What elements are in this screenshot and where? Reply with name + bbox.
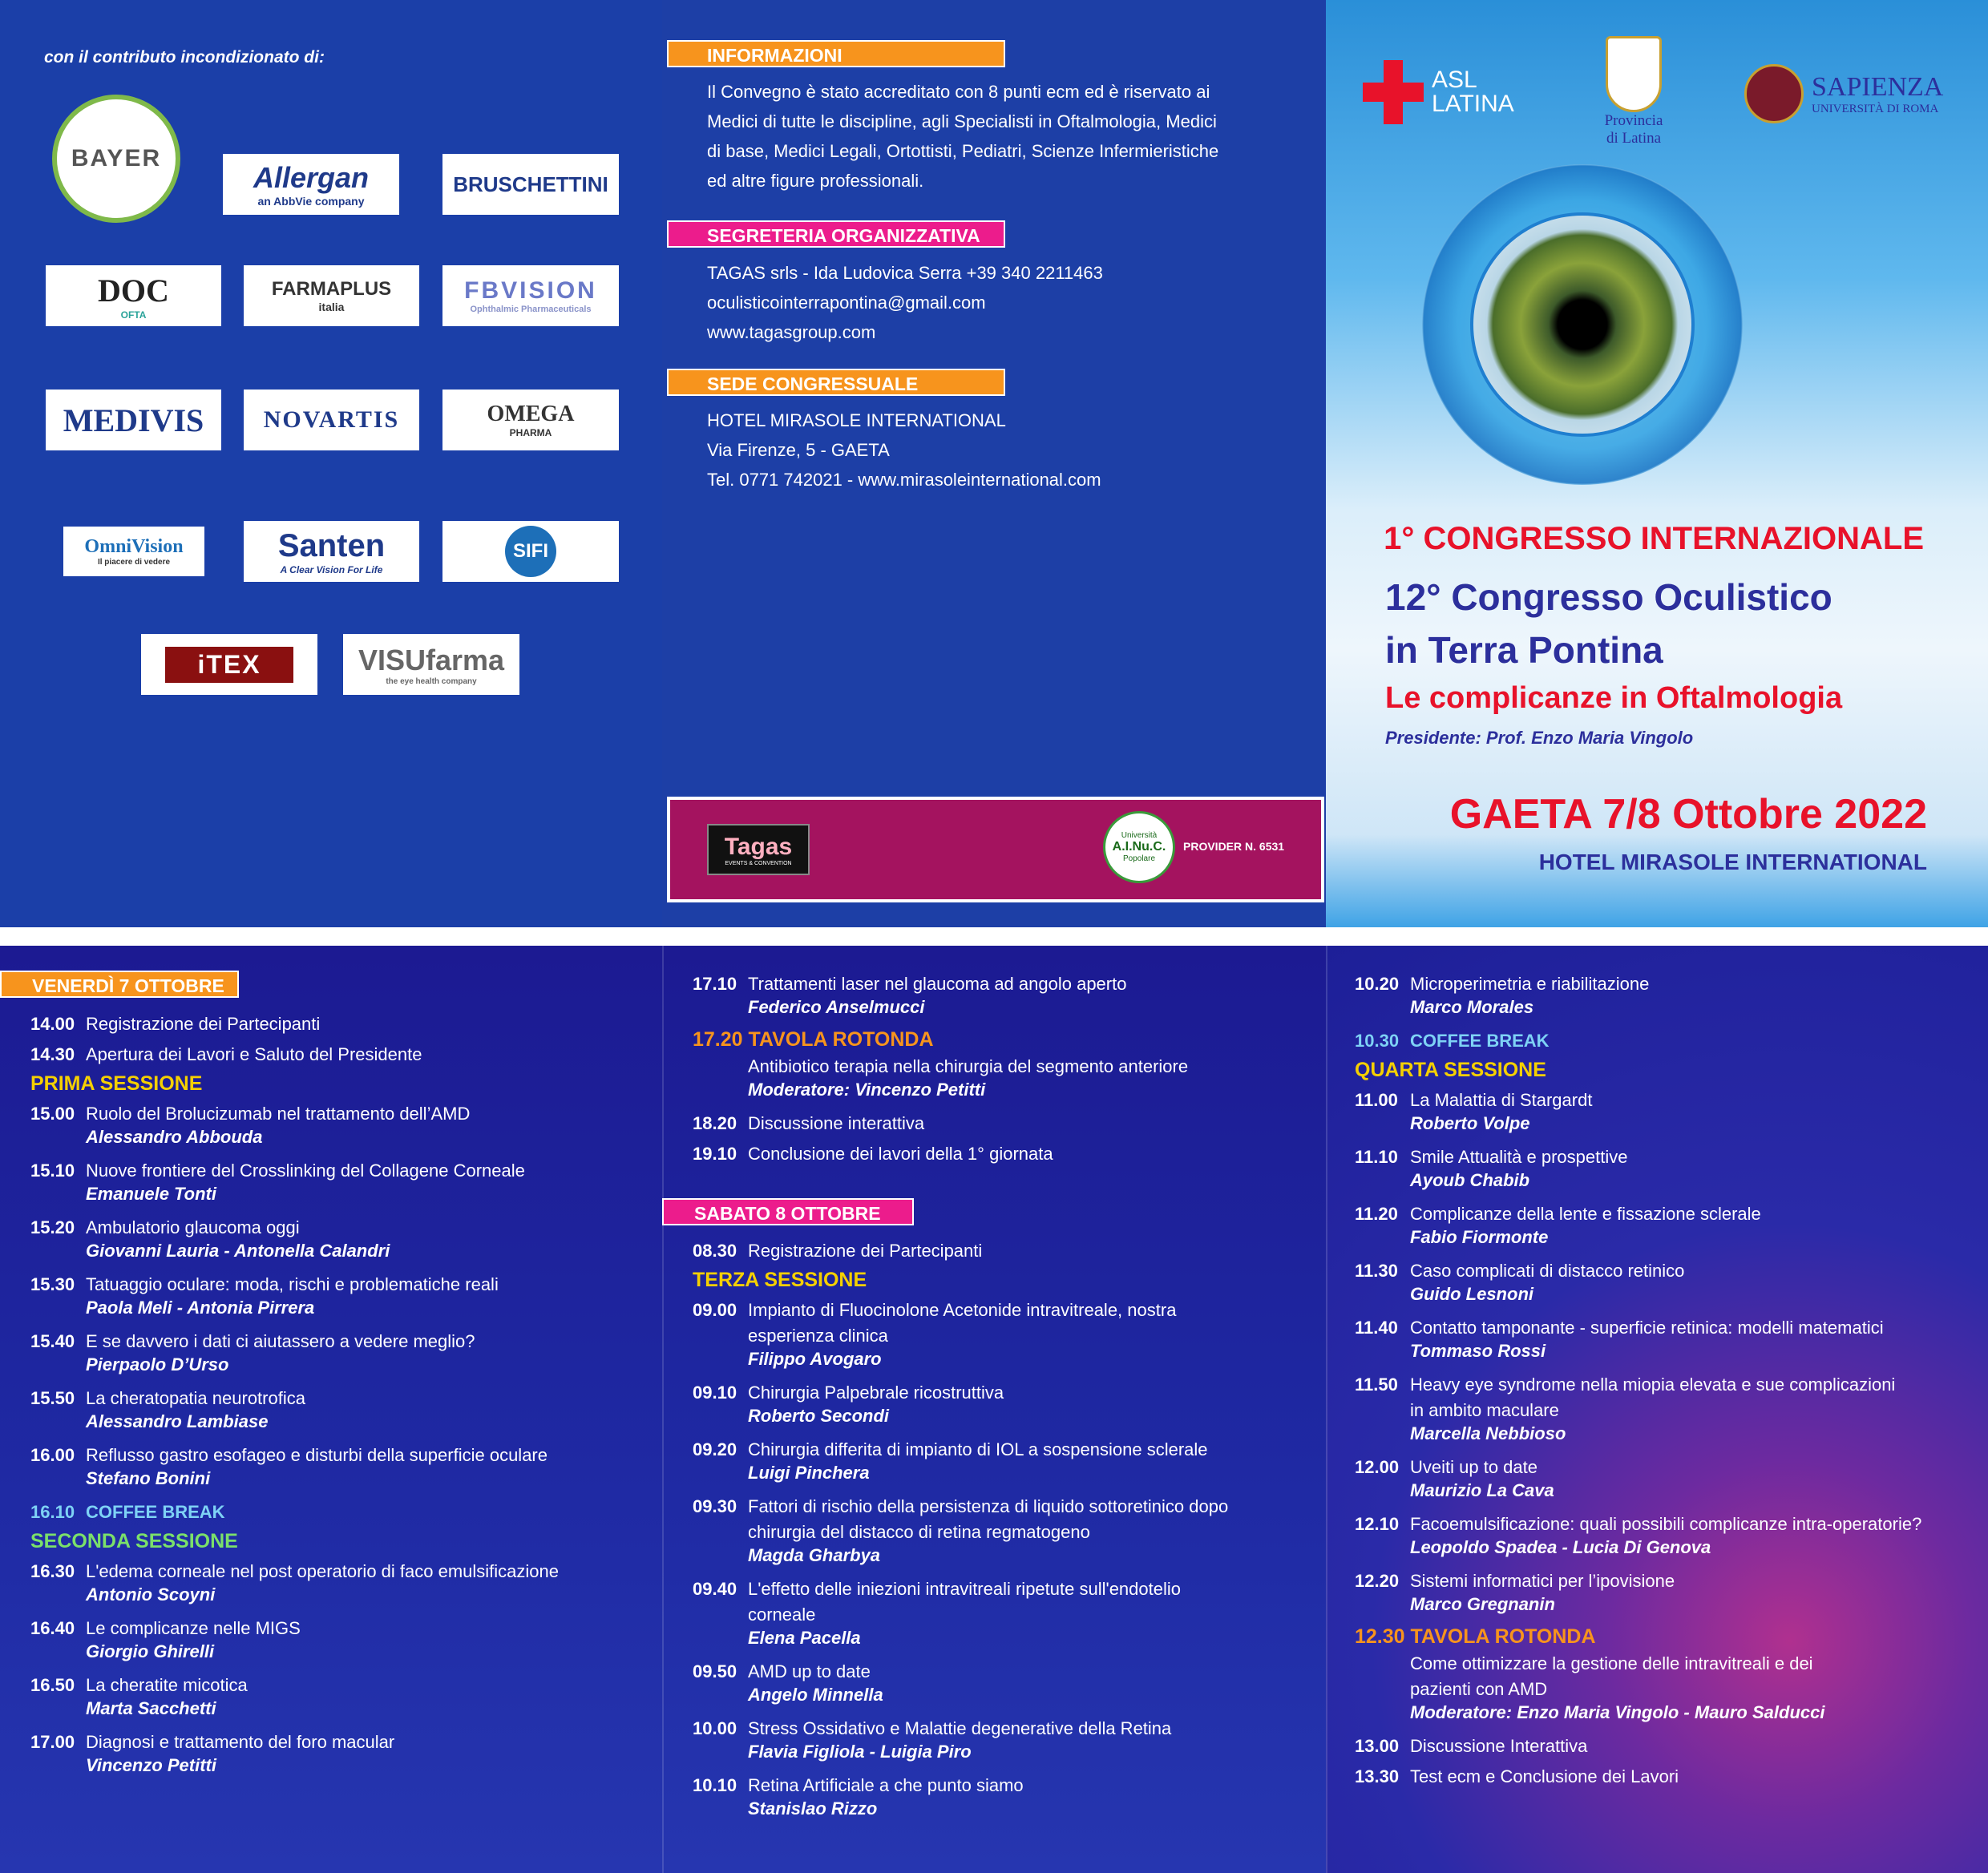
informazioni-text: Il Convegno è stato accreditato con 8 punti ecm ed è riservato ai Medici di tutte le discipline, agli Specialisti in Oftalmologia, Medici di base, Medici Legali, Ortottisti, Pediatri, Scienze Infermieristiche ed altre figure professionali. — [707, 82, 1219, 191]
speaker: Ayoub Chabib — [1410, 1170, 1530, 1190]
talk-title: Trattamenti laser nel glaucoma ad angolo aperto — [748, 974, 1127, 994]
time: 18.20 — [693, 1113, 737, 1133]
talk-title: Le complicanze nelle MIGS — [86, 1618, 301, 1638]
talk-title: La cheratite micotica — [86, 1675, 248, 1695]
speaker: Emanuele Tonti — [86, 1184, 216, 1204]
time: 09.20 — [693, 1439, 737, 1459]
program-item — [30, 1559, 559, 1584]
speaker: Magda Gharbya — [748, 1545, 881, 1565]
time: 16.00 — [30, 1445, 75, 1465]
speaker: Moderatore: Vincenzo Petitti — [748, 1080, 986, 1100]
time: 17.00 — [30, 1732, 75, 1752]
talk-title: Fattori di rischio della persistenza di liquido sottoretinico dopo — [748, 1496, 1229, 1516]
talk-title: Microperimetria e riabilitazione — [1410, 974, 1650, 994]
round-table-heading: 12.30 TAVOLA ROTONDA — [1355, 1625, 1596, 1648]
talk-title: Reflusso gastro esofageo e disturbi della superficie oculare — [86, 1445, 548, 1465]
speaker: Federico Anselmucci — [748, 997, 925, 1017]
speaker: Roberto Secondi — [748, 1406, 890, 1426]
round-table-heading: 17.20 TAVOLA ROTONDA — [693, 1028, 934, 1051]
program-item — [1355, 1568, 1675, 1594]
omega-pharma-logo: OMEGA PHARMA — [442, 390, 619, 450]
program-item — [693, 1111, 924, 1136]
time: 12.20 — [1355, 1571, 1400, 1591]
speaker: Alessandro Abbouda — [86, 1127, 263, 1147]
talk-title: Smile Attualità e prospettive — [1410, 1147, 1628, 1167]
time: 15.40 — [30, 1331, 75, 1351]
time: 13.30 — [1355, 1766, 1400, 1786]
speaker: Roberto Volpe — [1410, 1113, 1530, 1133]
speaker: Moderatore: Enzo Maria Vingolo - Mauro Salducci — [1410, 1702, 1825, 1722]
congress-title-main: 12° Congresso Oculistico in Terra Pontina — [1385, 576, 1832, 671]
program-item — [1355, 1764, 1679, 1790]
panel-divider — [662, 946, 664, 1873]
talk-title-continued: corneale — [748, 1605, 816, 1625]
speaker: Flavia Figliola - Luigia Piro — [748, 1742, 972, 1762]
coffee-break-row — [30, 1500, 225, 1525]
speaker: Stanislao Rizzo — [748, 1798, 878, 1819]
program-item — [30, 1101, 470, 1127]
time: 11.20 — [1355, 1204, 1398, 1224]
fbvision-logo: FBVISION Ophthalmic Pharmaceuticals — [442, 265, 619, 326]
bayer-logo: BAYER — [52, 95, 180, 223]
program-item — [693, 1238, 982, 1264]
time: 16.30 — [30, 1561, 75, 1581]
program-item — [1355, 1315, 1884, 1341]
program-item — [693, 1298, 1176, 1323]
time: 15.20 — [30, 1217, 75, 1237]
event-venue: HOTEL MIRASOLE INTERNATIONAL — [1538, 850, 1927, 874]
program-item — [30, 1215, 300, 1241]
sifi-logo: SIFI — [442, 521, 619, 582]
day2-label: SABATO 8 OTTOBRE — [662, 1198, 914, 1225]
time: 12.00 — [1355, 1457, 1400, 1477]
ainuc-logo: Università A.I.Nu.C. Popolare — [1103, 811, 1175, 883]
time: 16.40 — [30, 1618, 75, 1638]
talk-title: Sistemi informatici per l’ipovisione — [1410, 1571, 1675, 1591]
visufarma-logo: VISUfarma the eye health company — [343, 634, 519, 695]
talk-title-continued: pazienti con AMD — [1410, 1679, 1548, 1699]
itex-logo: iTEX — [141, 634, 317, 695]
program-item — [693, 1380, 1004, 1406]
speaker: Filippo Avogaro — [748, 1349, 882, 1369]
coffee-break-label: COFFEE BREAK — [1410, 1031, 1550, 1051]
speaker: Maurizio La Cava — [1410, 1480, 1554, 1500]
speaker: Angelo Minnella — [748, 1685, 883, 1705]
talk-title: Chirurgia differita di impianto di IOL a sospensione sclerale — [748, 1439, 1208, 1459]
speaker: Leopoldo Spadea - Lucia Di Genova — [1410, 1537, 1711, 1557]
red-cross-icon — [1363, 60, 1424, 124]
time: 14.30 — [30, 1044, 75, 1064]
program-item — [693, 1576, 1181, 1602]
speaker: Fabio Fiormonte — [1410, 1227, 1549, 1247]
sapienza-logo: SAPIENZA UNIVERSITÀ DI ROMA — [1744, 64, 1943, 123]
program-item — [693, 1659, 871, 1685]
speaker: Marcella Nebbioso — [1410, 1423, 1566, 1443]
program-item — [693, 1494, 1228, 1520]
time: 09.40 — [693, 1579, 737, 1599]
talk-title: Ruolo del Brolucizumab nel trattamento dell’AMD — [86, 1104, 471, 1124]
program-item — [1355, 971, 1649, 997]
program-item — [30, 1443, 548, 1468]
sede-text: HOTEL MIRASOLE INTERNATIONAL Via Firenze, 5 - GAETA Tel. 0771 742021 - www.mirasoleinternational.com — [707, 410, 1101, 490]
time: 09.30 — [693, 1496, 737, 1516]
provider-number: PROVIDER N. 6531 — [1183, 840, 1285, 853]
coffee-break-row — [1355, 1028, 1550, 1054]
segreteria-text: TAGAS srls - Ida Ludovica Serra +39 340 2211463 oculisticointerrapontina@gmail.com www.tagasgroup.com — [707, 263, 1103, 342]
program-item — [693, 1141, 1053, 1167]
time: 14.00 — [30, 1014, 75, 1034]
time: 11.10 — [1355, 1147, 1398, 1167]
speaker: Luigi Pinchera — [748, 1463, 870, 1483]
asl-logo: ASL LATINA — [1363, 60, 1514, 124]
talk-title: Diagnosi e trattamento del foro macular — [86, 1732, 395, 1752]
talk-title: Stress Ossidativo e Malattie degenerative della Retina — [748, 1718, 1172, 1738]
program-item — [693, 1773, 1024, 1798]
program-item — [1355, 1088, 1592, 1113]
speaker: Paola Meli - Antonia Pirrera — [86, 1298, 315, 1318]
time: 17.10 — [693, 974, 737, 994]
time: 15.10 — [30, 1161, 75, 1181]
session-heading: QUARTA SESSIONE — [1355, 1059, 1546, 1081]
sapienza-seal-icon — [1744, 64, 1804, 123]
program-item — [30, 1616, 301, 1641]
omnivision-logo: OmniVision Il piacere di vedere — [63, 527, 204, 576]
speaker: Giovanni Lauria - Antonella Calandri — [86, 1241, 390, 1261]
program-item — [30, 1730, 394, 1755]
tagas-logo: Tagas EVENTS & CONVENTION — [707, 824, 810, 875]
talk-title-continued: esperienza clinica — [748, 1326, 888, 1346]
talk-title: Registrazione dei Partecipanti — [86, 1014, 321, 1034]
talk-title: Discussione interattiva — [748, 1113, 925, 1133]
time: 15.50 — [30, 1388, 75, 1408]
speaker: Vincenzo Petitti — [86, 1755, 216, 1775]
congress-title-international: 1° CONGRESSO INTERNAZIONALE — [1384, 521, 1924, 556]
time: 11.50 — [1355, 1374, 1398, 1395]
informazioni-label: INFORMAZIONI — [667, 40, 1005, 67]
provider-box — [667, 797, 1324, 902]
time: 12.10 — [1355, 1514, 1400, 1534]
santen-logo: Santen A Clear Vision For Life — [244, 521, 419, 582]
program-item — [30, 1272, 499, 1298]
speaker: Alessandro Lambiase — [86, 1411, 269, 1431]
speaker: Giorgio Ghirelli — [86, 1641, 215, 1661]
talk-title: L'edema corneale nel post operatorio di faco emulsificazione — [86, 1561, 559, 1581]
program-item — [1355, 1144, 1627, 1170]
time: 11.40 — [1355, 1318, 1398, 1338]
day1-label: VENERDÌ 7 OTTOBRE — [0, 971, 239, 998]
talk-title: Antibiotico terapia nella chirurgia del segmento anteriore — [748, 1056, 1189, 1076]
talk-title: Come ottimizzare la gestione delle intravitreali e dei — [1410, 1653, 1813, 1673]
talk-title: Uveiti up to date — [1410, 1457, 1537, 1477]
program-item — [30, 1386, 305, 1411]
speaker: Marco Morales — [1410, 997, 1534, 1017]
eye-icon — [1470, 212, 1695, 437]
speaker: Pierpaolo D’Urso — [86, 1354, 229, 1374]
time: 09.50 — [693, 1661, 737, 1681]
speaker: Antonio Scoyni — [86, 1584, 216, 1605]
talk-title: AMD up to date — [748, 1661, 871, 1681]
talk-title: Apertura dei Lavori e Saluto del Presidente — [86, 1044, 422, 1064]
doc-ofta-logo: DOC OFTA — [46, 265, 221, 326]
time: 10.30 — [1355, 1031, 1400, 1051]
program-item — [693, 1716, 1171, 1742]
talk-title-continued: in ambito maculare — [1410, 1400, 1559, 1420]
program-item — [693, 1054, 1188, 1080]
time: 11.30 — [1355, 1261, 1398, 1281]
program-item — [30, 1011, 320, 1037]
president: Presidente: Prof. Enzo Maria Vingolo — [1385, 728, 1694, 748]
medivis-logo: MEDIVIS — [46, 390, 221, 450]
talk-title: Conclusione dei lavori della 1° giornata — [748, 1144, 1053, 1164]
program-item — [1355, 1512, 1921, 1537]
program-item — [30, 1329, 475, 1354]
time: 10.20 — [1355, 974, 1400, 994]
provincia-logo: Provincia di Latina — [1594, 36, 1674, 147]
time: 15.30 — [30, 1274, 75, 1294]
talk-title: Facoemulsificazione: quali possibili complicanze intra-operatorie? — [1410, 1514, 1922, 1534]
time: 08.30 — [693, 1241, 737, 1261]
speaker: Guido Lesnoni — [1410, 1284, 1533, 1304]
panel-divider — [1326, 946, 1327, 1873]
time: 16.50 — [30, 1675, 75, 1695]
sponsors-title: con il contributo incondizionato di: — [44, 48, 325, 67]
program-item — [693, 1437, 1208, 1463]
talk-title: Test ecm e Conclusione dei Lavori — [1410, 1766, 1679, 1786]
session-heading: SECONDA SESSIONE — [30, 1530, 238, 1552]
program-item — [30, 1673, 248, 1698]
farmaplus-logo: FARMAPLUS italia — [244, 265, 419, 326]
talk-title: La cheratopatia neurotrofica — [86, 1388, 305, 1408]
talk-title: Caso complicati di distacco retinico — [1410, 1261, 1685, 1281]
program-item — [30, 1042, 422, 1068]
talk-title: Chirurgia Palpebrale ricostruttiva — [748, 1383, 1004, 1403]
program-item — [30, 1158, 525, 1184]
talk-title: L'effetto delle iniezioni intravitreali ripetute sull'endotelio — [748, 1579, 1181, 1599]
speaker: Marco Gregnanin — [1410, 1594, 1555, 1614]
talk-title: Retina Artificiale a che punto siamo — [748, 1775, 1024, 1795]
program-item — [1355, 1372, 1895, 1398]
talk-title: Impianto di Fluocinolone Acetonide intravitreale, nostra — [748, 1300, 1177, 1320]
novartis-logo: NOVARTIS — [244, 390, 419, 450]
event-date: GAETA 7/8 Ottobre 2022 — [1449, 791, 1927, 838]
time: 10.00 — [693, 1718, 737, 1738]
bruschettini-logo: BRUSCHETTINI — [442, 154, 619, 215]
time: 15.00 — [30, 1104, 75, 1124]
time: 11.00 — [1355, 1090, 1398, 1110]
talk-title: Complicanze della lente e fissazione sclerale — [1410, 1204, 1761, 1224]
allergan-logo: Allergan an AbbVie company — [223, 154, 399, 215]
talk-title-continued: chirurgia del distacco di retina regmatogeno — [748, 1522, 1090, 1542]
talk-title: Heavy eye syndrome nella miopia elevata e sue complicazioni — [1410, 1374, 1896, 1395]
sponsors-panel — [0, 0, 662, 927]
segreteria-label: SEGRETERIA ORGANIZZATIVA — [667, 220, 1005, 248]
program-item — [1355, 1651, 1813, 1677]
talk-title: La Malattia di Stargardt — [1410, 1090, 1593, 1110]
time: 09.00 — [693, 1300, 737, 1320]
program-item — [693, 971, 1126, 997]
congress-subtitle: Le complicanze in Oftalmologia — [1385, 681, 1843, 715]
time: 13.00 — [1355, 1736, 1400, 1756]
speaker: Marta Sacchetti — [86, 1698, 216, 1718]
talk-title: E se davvero i dati ci aiutassero a vedere meglio? — [86, 1331, 475, 1351]
program-item — [1355, 1734, 1587, 1759]
program-item — [1355, 1258, 1684, 1284]
time: 19.10 — [693, 1144, 737, 1164]
talk-title: Registrazione dei Partecipanti — [748, 1241, 983, 1261]
speaker: Elena Pacella — [748, 1628, 861, 1648]
talk-title: Nuove frontiere del Crosslinking del Collagene Corneale — [86, 1161, 525, 1181]
speaker: Stefano Bonini — [86, 1468, 211, 1488]
talk-title: Contatto tamponante - superficie retinica: modelli matematici — [1410, 1318, 1884, 1338]
program-item — [1355, 1455, 1537, 1480]
talk-title: Ambulatorio glaucoma oggi — [86, 1217, 300, 1237]
talk-title: Tatuaggio oculare: moda, rischi e problematiche reali — [86, 1274, 499, 1294]
session-heading: PRIMA SESSIONE — [30, 1072, 203, 1095]
speaker: Tommaso Rossi — [1410, 1341, 1546, 1361]
time: 16.10 — [30, 1502, 75, 1522]
time: 09.10 — [693, 1383, 737, 1403]
session-heading: TERZA SESSIONE — [693, 1269, 867, 1291]
time: 10.10 — [693, 1775, 737, 1795]
sede-label: SEDE CONGRESSUALE — [667, 369, 1005, 396]
talk-title: Discussione Interattiva — [1410, 1736, 1588, 1756]
shield-icon — [1606, 36, 1662, 112]
coffee-break-label: COFFEE BREAK — [86, 1502, 225, 1522]
program-item — [1355, 1201, 1761, 1227]
